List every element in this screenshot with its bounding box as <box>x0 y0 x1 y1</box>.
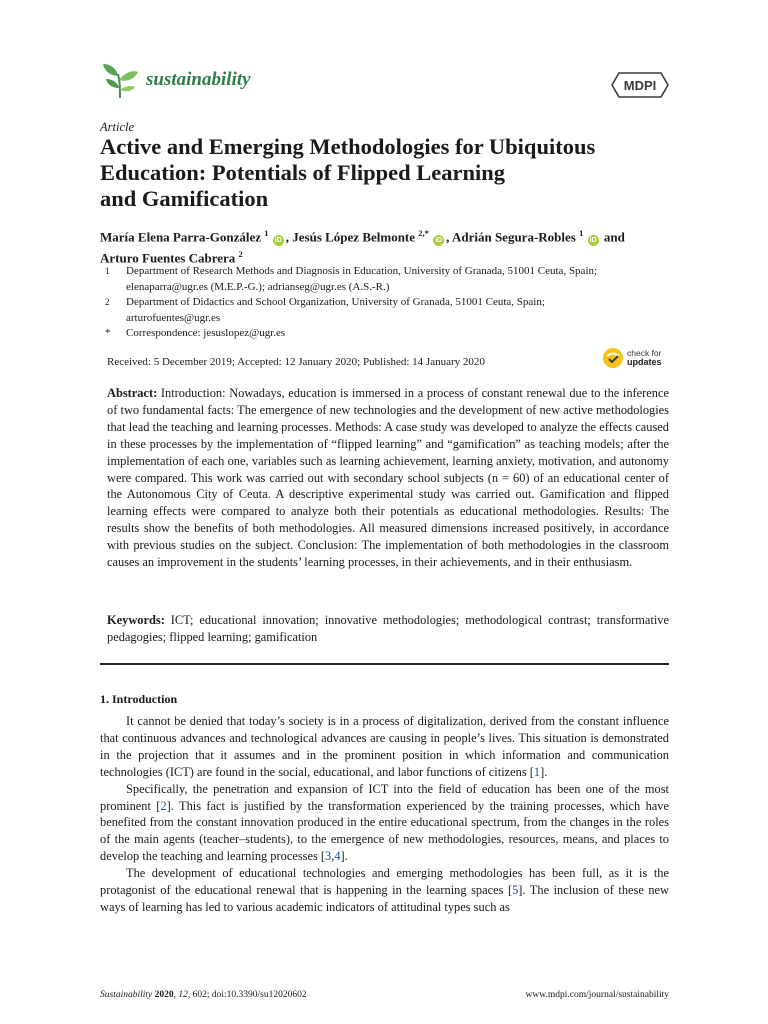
paragraph-text: ]. <box>340 849 348 864</box>
affiliation-text: Department of Didactics and School Organization, University of Granada, 51001 Ceuta, Spain; arturofuentes@ugr.es <box>126 296 545 324</box>
journal-url[interactable]: www.mdpi.com/journal/sustainability <box>525 990 669 1000</box>
title-line: and Gamification <box>100 186 269 211</box>
author-affiliation-mark: 2 <box>238 249 243 260</box>
journal-name[interactable]: sustainability <box>146 69 251 90</box>
section-divider <box>100 663 669 665</box>
mdpi-logo[interactable] <box>611 72 669 103</box>
orcid-icon[interactable]: iD <box>435 237 443 245</box>
citation-link[interactable]: 5 <box>512 883 519 898</box>
author-list: María Elena Parra-González $^1$ iD , Jesús López Belmonte $^{2,*}$ iD , Adrián Segura-Robles $^1$ iD and Arturo Fuentes Cabrera $^2$ <box>100 228 625 266</box>
correspondence-text: Correspondence: jesuslopez@ugr.es <box>126 327 286 339</box>
citation-link[interactable]: 2 <box>160 798 167 813</box>
orcid-icon[interactable]: iD <box>274 237 282 245</box>
paragraph-text: Specifically, the penetration and expansion of ICT into the field of education has been one of the most prominent [ <box>100 781 669 813</box>
body-paragraph <box>100 713 669 781</box>
title-line: Education: Potentials of Flipped Learning <box>100 160 506 185</box>
citation-link[interactable]: 1 <box>533 764 541 779</box>
body-paragraph <box>100 865 669 916</box>
affiliation-mark: 1 <box>105 266 110 276</box>
body-paragraph <box>100 781 669 866</box>
article-type: Article <box>100 120 135 134</box>
check-for-updates-icon <box>602 347 624 369</box>
paragraph-text: ]. The inclusion of these new ways of learning has led to various academic indicators of attitudinal types such as <box>100 883 670 914</box>
paragraph-text: It cannot be denied that today’s society is in a process of digitalization, derived from the constant influence that continuous advances and technological advances are causing in people’s lives. This situation is demonstrated in the projection that it assumes and in the prominent position in which information and communication technologies (ICT) are found in the social, educational, and labor functions of citizens [ <box>100 714 669 779</box>
keywords <box>107 612 669 646</box>
affiliation-mark: * <box>105 327 111 339</box>
paragraph-text: , <box>331 849 335 864</box>
paragraph-text: The development of educational technologies and emerging methodologies has been full, as it is the protagonist of the educational renewal that is happening in the learning spaces [ <box>100 866 669 898</box>
orcid-icon[interactable]: iD <box>589 237 597 245</box>
author-name: Adrián Segura-Robles <box>451 229 576 245</box>
paper-title <box>100 134 680 212</box>
publication-dates: Received: 5 December 2019; Accepted: 12 January 2020; Published: 14 January 2020 <box>107 356 485 368</box>
sustainability-leaf-logo <box>100 60 140 100</box>
check-for-updates-badge[interactable] <box>602 347 662 369</box>
publisher-name: MDPI <box>623 78 657 93</box>
abstract-label: Abstract: <box>107 386 158 400</box>
author-affiliation-mark: 1 <box>579 228 584 238</box>
abstract-text: Introduction: Nowadays, education is immersed in a process of constant renewal due to the inference of two fundamental facts: The emergence of new technologies and the development of new active methodologies that lead the teaching and learning processes. Methods: A case study was developed to analyze the effects caused in these processes by the implementation of “flipped learning” and “gamification” as teaching models; after the implementation of each one, variables such as learning achievement, learning anxiety, motivation, and autonomy were compared. This work was carried out with secondary school subjects (n = 60) of an educational center of the Autonomous City of Ceuta. A descriptive experimental study was carried out. Gamification and flipped learning effects were compared to analyze both their potentials as educational methodologies. Results: The results show the benefits of both methodologies. All measured dimensions increased positively, in accordance with previous studies on the subject. Conclusion: The implementation of both methodologies in the classroom causes an improvement in the students’ learning processes, in their achievements, and in their enthusiasm. <box>107 386 669 570</box>
paragraph-text: ]. <box>540 764 548 779</box>
affiliations <box>100 264 680 342</box>
author-name: María Elena Parra-González <box>100 229 262 245</box>
author-affiliation-mark: 2,* <box>418 228 429 238</box>
cfu-line1: check for <box>627 348 662 358</box>
author-name: Jesús López Belmonte <box>292 229 416 245</box>
keywords-label: Keywords: <box>107 613 165 627</box>
citation-link[interactable]: 4 <box>334 849 341 864</box>
journal-header <box>100 60 251 100</box>
body-text <box>100 713 669 916</box>
author-affiliation-mark: 1 <box>264 228 269 238</box>
title-line: Active and Emerging Methodologies for Ubiquitous <box>100 134 596 159</box>
keywords-text: ICT; educational innovation; innovative methodologies; methodological contrast; transformative pedagogies; flipped learning; gamification <box>107 613 669 644</box>
affiliation-text: Department of Research Methods and Diagnosis in Education, University of Granada, 51001 Ceuta, Spain; elenaparra@ugr.es (M.E.P.-G.); adrianseg@ugr.es (A.S.-R.) <box>126 265 598 293</box>
author-name: Arturo Fuentes Cabrera <box>100 250 236 266</box>
section-heading: 1. Introduction <box>100 692 178 706</box>
cfu-line2: updates <box>627 357 662 367</box>
affiliation-item <box>100 264 680 295</box>
affiliation-item <box>100 295 680 326</box>
paragraph-text: ]. This fact is justified by the transformation experienced by the training processes, which have benefited from the constant innovation produced in the entire educational spectrum, from the changes in the roles of the main agents (teacher–students), to the emergence of new methodologies, resources, means, and places to develop the teaching and learning processes [ <box>100 798 669 864</box>
abstract <box>107 385 669 571</box>
affiliation-mark: 2 <box>105 297 110 307</box>
citation-line: Sustainability 2020, 12, 602; doi:10.3390/su12020602 <box>100 990 307 1000</box>
affiliation-item <box>100 326 680 342</box>
page-footer <box>100 990 669 1000</box>
citation-link[interactable]: 3 <box>325 849 332 864</box>
